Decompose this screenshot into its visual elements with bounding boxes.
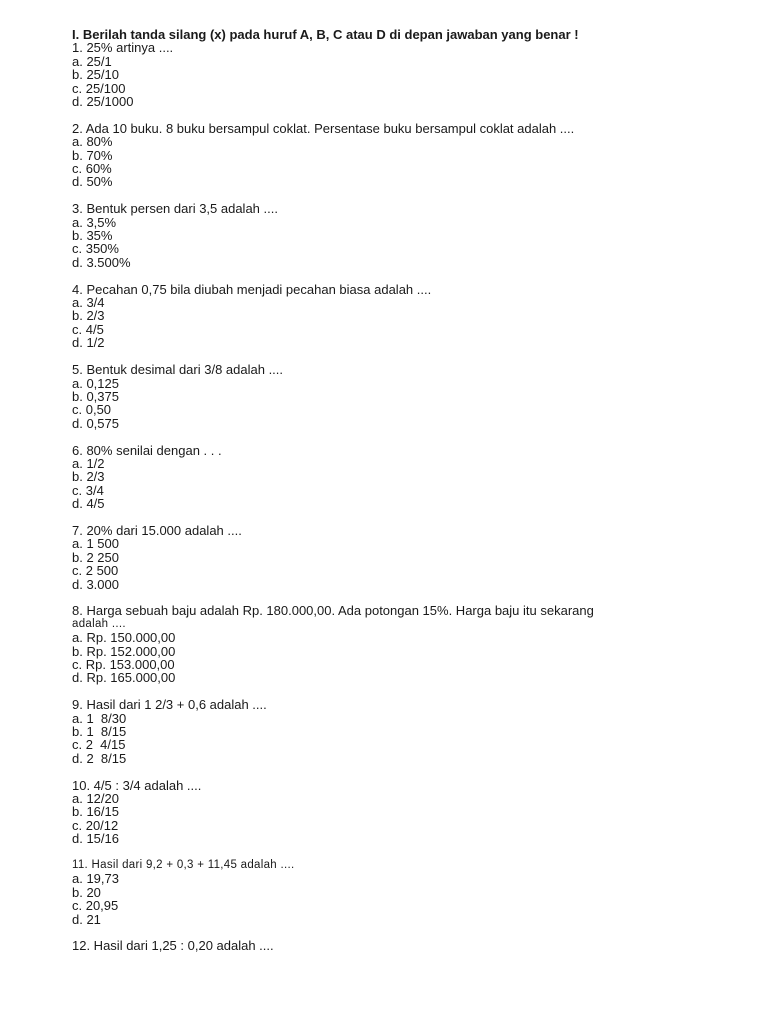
question-block [72, 604, 672, 684]
question-block [72, 698, 672, 765]
option-c: c. Rp. 153.000,00 [72, 656, 175, 672]
option-c: c. 350% [72, 241, 119, 257]
question-text-continuation: adalah .... [72, 617, 126, 630]
option-b: b. 35% [72, 228, 113, 244]
option-c: c. 3/4 [72, 482, 104, 498]
option-c: c. 20/12 [72, 817, 119, 833]
question-block [72, 202, 672, 269]
question-text: 9. Hasil dari 1 2/3 + 0,6 adalah .... [72, 697, 267, 713]
option-b: b. 25/10 [72, 67, 119, 83]
option-c: c. 2 4/15 [72, 737, 126, 753]
option-d: d. 0,575 [72, 415, 119, 431]
option-c: c. 0,50 [72, 402, 112, 418]
option-c: c. 2 500 [72, 563, 119, 579]
question-block [72, 859, 672, 926]
option-a: a. 25/1 [72, 53, 112, 69]
option-d: d. 2 8/15 [72, 750, 127, 766]
option-a: a. 1/2 [72, 455, 105, 471]
question-block [72, 939, 672, 952]
option-b: b. 1 8/15 [72, 724, 127, 739]
option-b: b. 16/15 [72, 804, 119, 820]
option-b: b. Rp. 152.000,00 [72, 643, 176, 659]
question-text: 12. Hasil dari 1,25 : 0,20 adalah .... [72, 938, 274, 954]
option-a: a. 19,73 [72, 871, 119, 887]
question-text: 7. 20% dari 15.000 adalah .... [72, 522, 242, 538]
option-a: a. 3,5% [72, 214, 117, 230]
option-d: d. 4/5 [72, 496, 105, 512]
question-block [72, 779, 672, 846]
option-d: d. 25/1000 [72, 94, 134, 110]
question-block [72, 363, 672, 430]
option-d: d. Rp. 165.000,00 [72, 670, 176, 686]
option-b: b. 20 [72, 884, 101, 900]
option-b: b. 70% [72, 147, 113, 163]
question-block [72, 41, 672, 108]
question-text: 6. 80% senilai dengan . . . [72, 442, 222, 458]
question-block [72, 524, 672, 591]
option-b: b. 2 250 [72, 549, 119, 565]
question-block [72, 283, 672, 350]
option-c: c. 25/100 [72, 80, 126, 96]
option-a: a. Rp. 150.000,00 [72, 630, 176, 646]
question-text: 2. Ada 10 buku. 8 buku bersampul coklat. Persentase buku bersampul coklat adalah .... [72, 120, 575, 136]
worksheet [72, 28, 672, 966]
option-b: b. 0,375 [72, 388, 119, 404]
option-d: d. 3.000 [72, 576, 119, 592]
option-a: a. 1 8/30 [72, 710, 127, 726]
question-text: 10. 4/5 : 3/4 adalah .... [72, 777, 202, 793]
instruction-heading: I. Berilah tanda silang (x) pada huruf A, B, C atau D di depan jawaban yang benar ! [72, 27, 579, 42]
question-text: 8. Harga sebuah baju adalah Rp. 180.000,00. Ada potongan 15%. Harga baju itu sekarang [72, 603, 594, 619]
question-block [72, 444, 672, 511]
option-c: c. 20,95 [72, 898, 119, 914]
option-b: b. 2/3 [72, 308, 105, 324]
option-a: a. 12/20 [72, 791, 119, 807]
option-d: d. 1/2 [72, 335, 105, 351]
option-d: d. 3.500% [72, 254, 131, 270]
question-text: 3. Bentuk persen dari 3,5 adalah .... [72, 201, 278, 217]
option-a: a. 3/4 [72, 295, 105, 311]
option-a: a. 1 500 [72, 536, 119, 552]
option-a: a. 80% [72, 134, 113, 150]
option-d: d. 15/16 [72, 831, 119, 847]
option-b: b. 2/3 [72, 469, 105, 485]
option-d: d. 21 [72, 911, 101, 927]
option-c: c. 4/5 [72, 321, 104, 337]
question-text: 11. Hasil dari 9,2 + 0,3 + 11,45 adalah .... [72, 859, 295, 872]
option-a: a. 0,125 [72, 375, 119, 391]
question-text: 1. 25% artinya .... [72, 40, 174, 56]
question-text: 5. Bentuk desimal dari 3/8 adalah .... [72, 362, 284, 378]
question-block [72, 122, 672, 189]
question-text: 4. Pecahan 0,75 bila diubah menjadi pecahan biasa adalah .... [72, 281, 432, 297]
option-d: d. 50% [72, 174, 113, 190]
option-c: c. 60% [72, 161, 112, 177]
